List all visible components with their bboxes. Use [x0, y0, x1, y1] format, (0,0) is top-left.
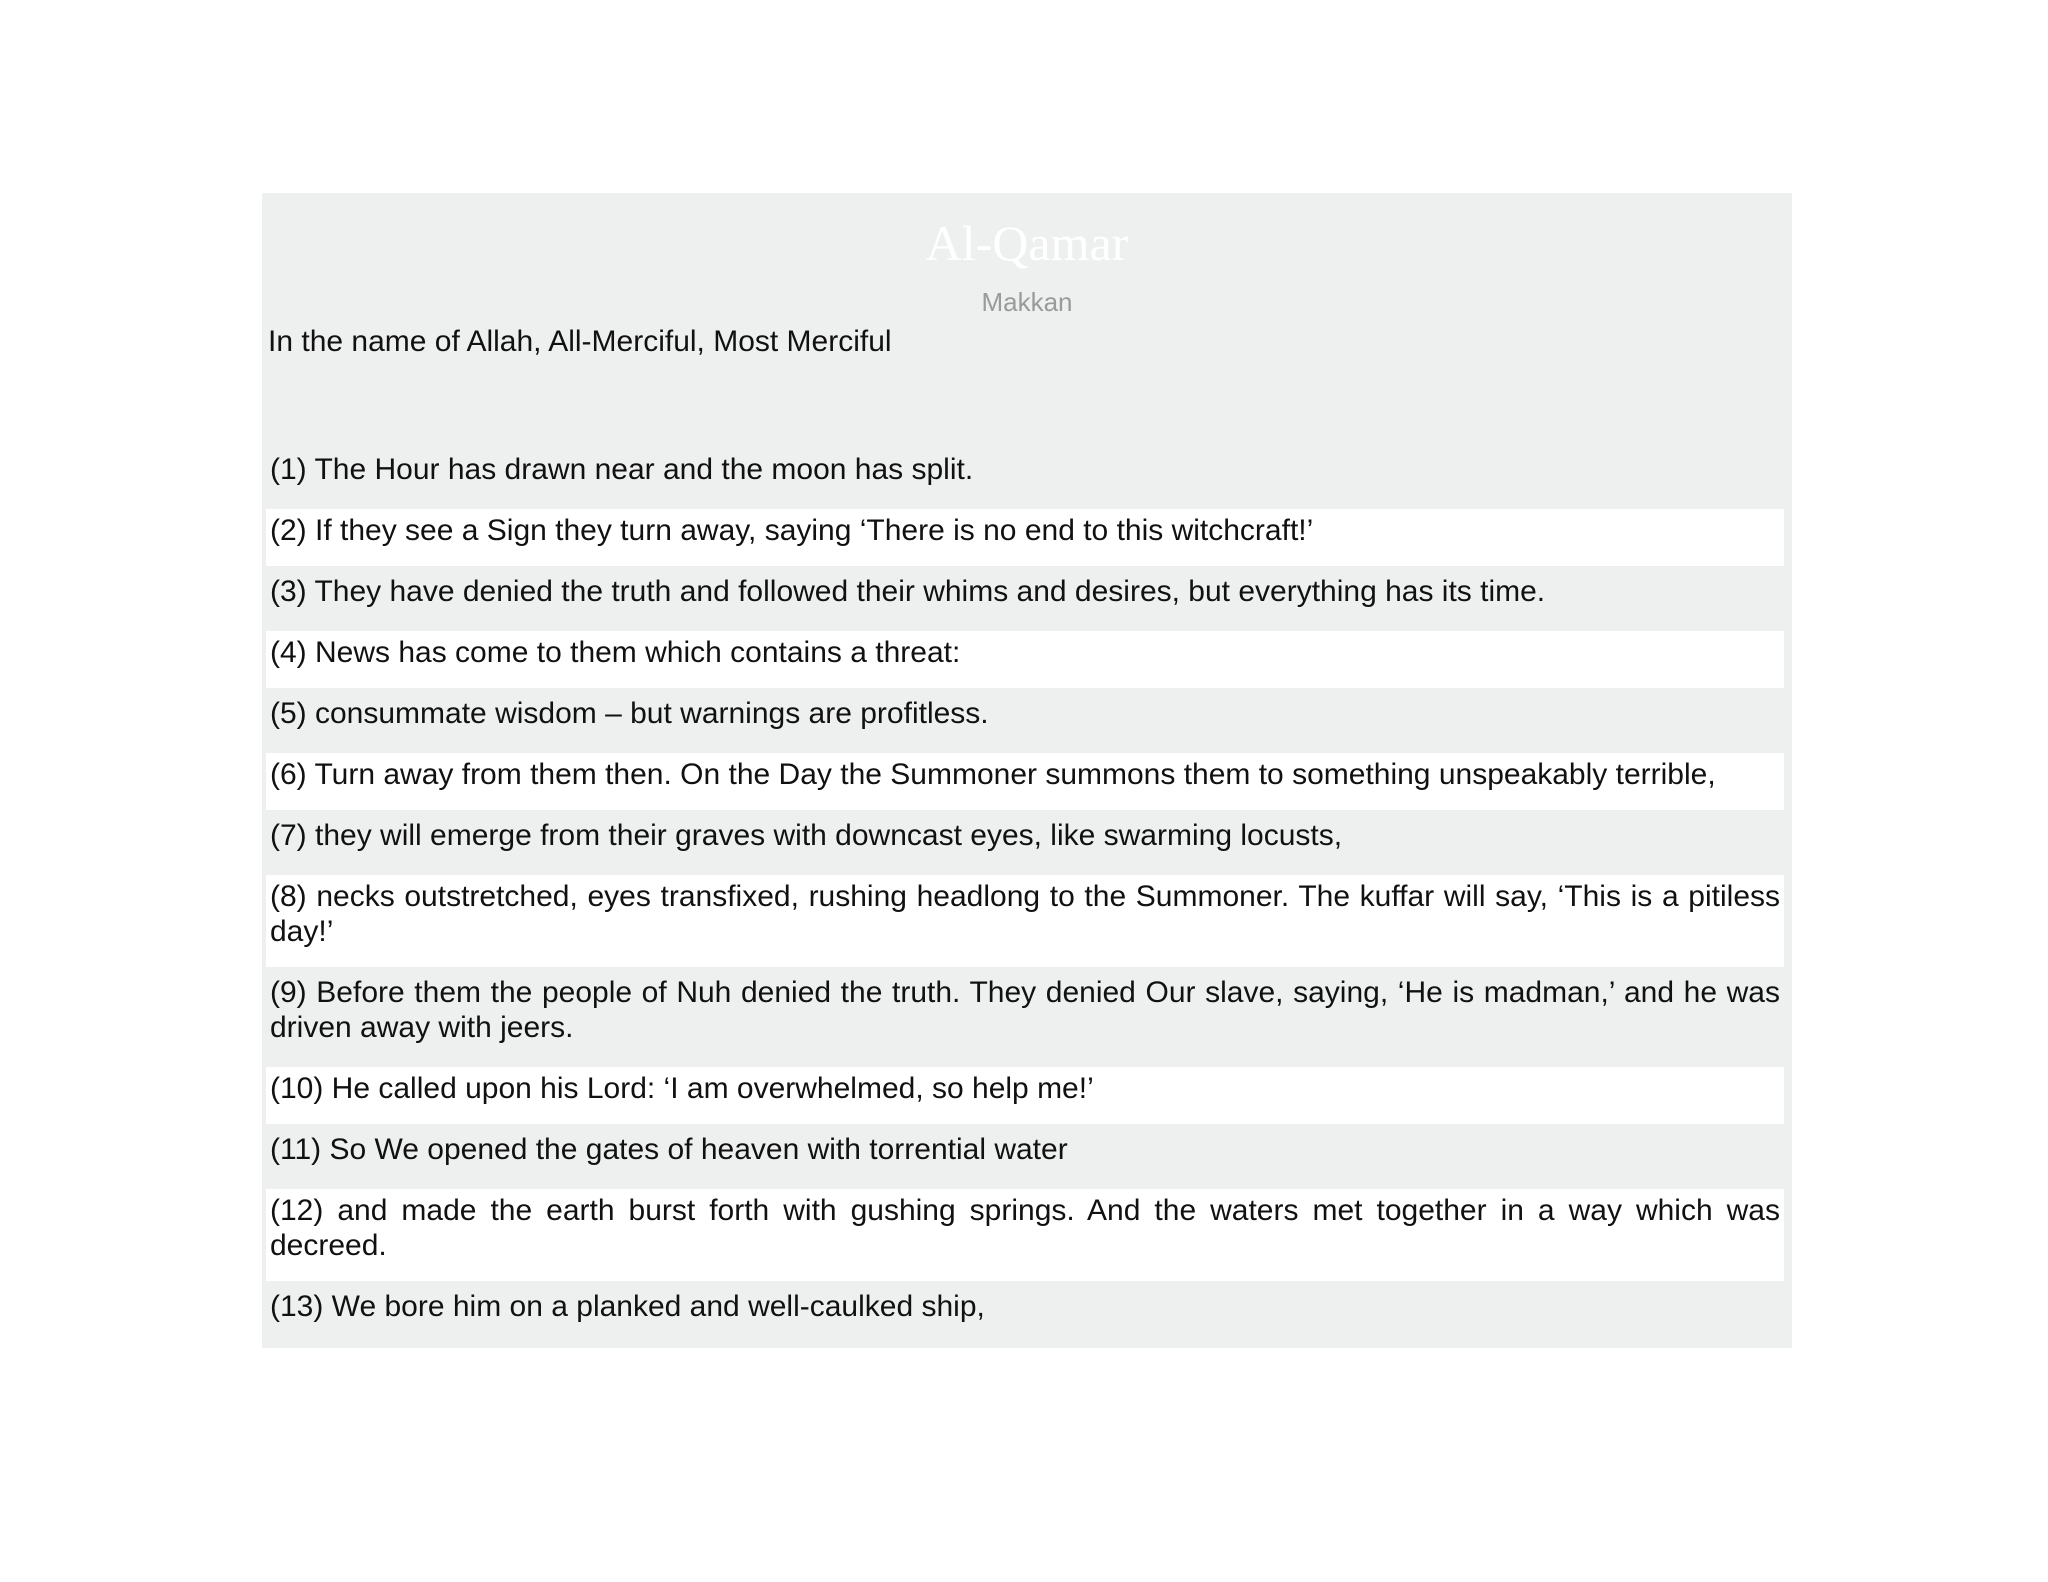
verse-6: (6) Turn away from them then. On the Day the Summoner summons them to something unspeakably terrible,	[266, 753, 1784, 810]
verse-2: (2) If they see a Sign they turn away, saying ‘There is no end to this witchcraft!’	[266, 509, 1784, 566]
verse-5: (5) consummate wisdom – but warnings are profitless.	[266, 692, 1784, 749]
surah-revelation-place: Makkan	[981, 287, 1073, 317]
verse-3: (3) They have denied the truth and followed their whims and desires, but everything has its time.	[266, 570, 1784, 627]
basmala: In the name of Allah, All-Merciful, Most Merciful	[268, 325, 892, 358]
verse-7: (7) they will emerge from their graves with downcast eyes, like swarming locusts,	[266, 814, 1784, 871]
verse-1: (1) The Hour has drawn near and the moon has split.	[266, 448, 1784, 505]
surah-panel	[262, 193, 1792, 1348]
verse-4: (4) News has come to them which contains a threat:	[266, 631, 1784, 688]
verse-12: (12) and made the earth burst forth with gushing springs. And the waters met together in a way which was decreed.	[266, 1189, 1784, 1281]
verse-9: (9) Before them the people of Nuh denied the truth. They denied Our slave, saying, ‘He is madman,’ and he was driven away with jeers.	[266, 971, 1784, 1063]
verse-10: (10) He called upon his Lord: ‘I am overwhelmed, so help me!’	[266, 1067, 1784, 1124]
verse-8: (8) necks outstretched, eyes transfixed, rushing headlong to the Summoner. The kuffar will say, ‘This is a pitiless day!’	[266, 875, 1784, 967]
surah-title: Al-Qamar	[925, 215, 1129, 271]
verse-11: (11) So We opened the gates of heaven with torrential water	[266, 1128, 1784, 1185]
verse-13: (13) We bore him on a planked and well-caulked ship,	[266, 1285, 1784, 1342]
